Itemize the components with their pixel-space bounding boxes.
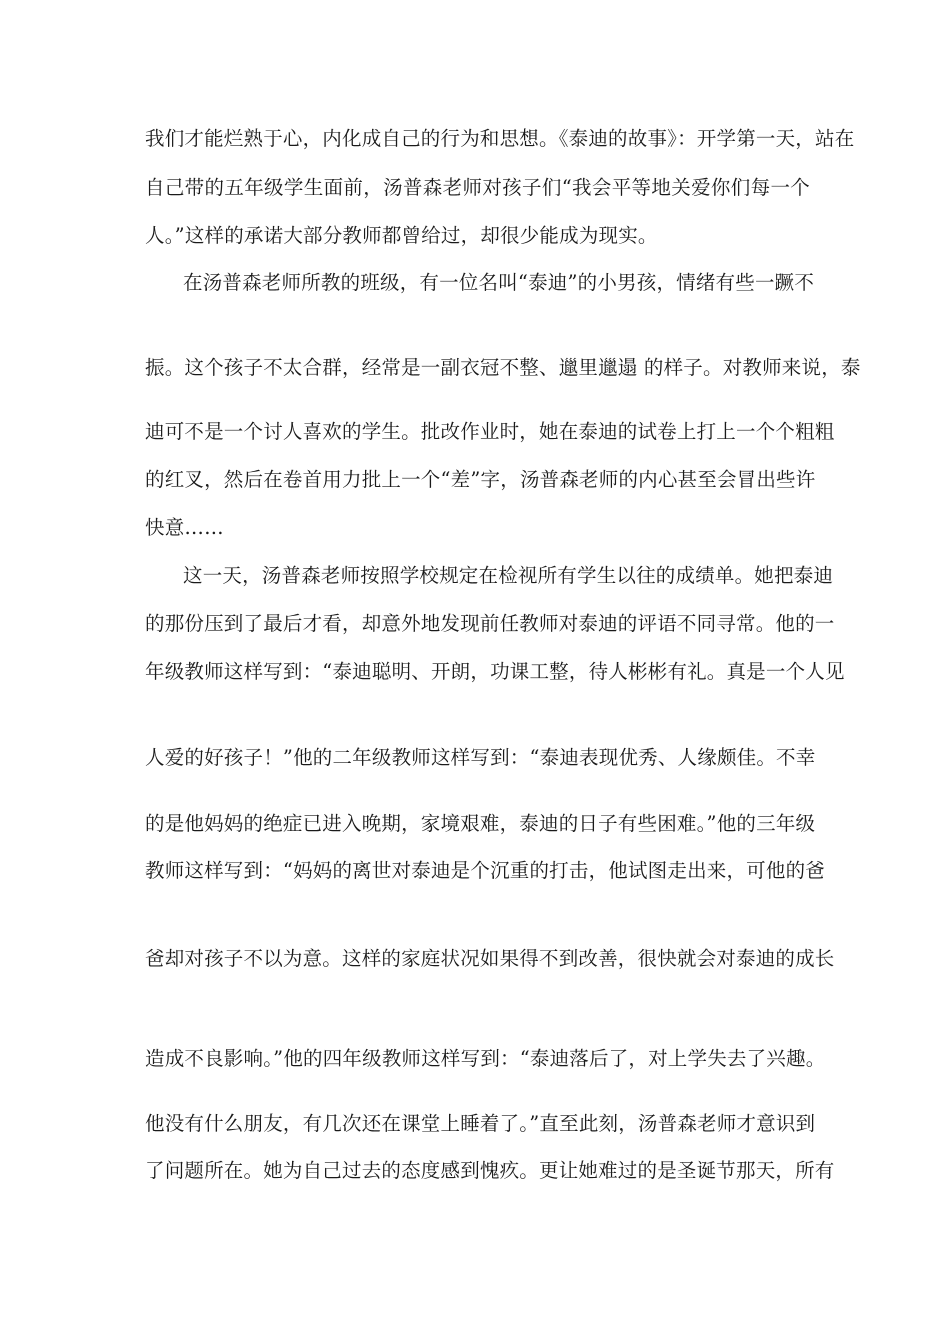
paragraph-start-line: 这一天，汤普森老师按照学校规定在检视所有学生以往的成绩单。她把泰迪 — [183, 564, 834, 587]
text-line: 人爱的好孩子！”他的二年级教师这样写到：“泰迪表现优秀、人缘颇佳。不幸 — [145, 746, 816, 769]
text-line: 人。”这样的承诺大部分教师都曾给过，却很少能成为现实。 — [145, 224, 658, 247]
text-line: 的红叉，然后在卷首用力批上一个“差”字，汤普森老师的内心甚至会冒出些许 — [145, 468, 816, 491]
text-line: 造成不良影响。”他的四年级教师这样写到：“泰迪落后了，对上学失去了兴趣。 — [145, 1047, 826, 1070]
text-line: 他没有什么朋友，有几次还在课堂上睡着了。”直至此刻，汤普森老师才意识到 — [145, 1112, 816, 1135]
text-line: 快意…… — [145, 516, 224, 539]
text-line: 教师这样写到：“妈妈的离世对泰迪是个沉重的打击，他试图走出来，可他的爸 — [145, 859, 825, 882]
text-line: 我们才能烂熟于心，内化成自己的行为和思想。《泰迪的故事》：开学第一天，站在 — [145, 127, 855, 150]
text-line: 的那份压到了最后才看，却意外地发现前任教师对泰迪的评语不同寻常。他的一 — [145, 612, 835, 635]
text-line: 迪可不是一个讨人喜欢的学生。批改作业时，她在泰迪的试卷上打上一个个粗粗 — [145, 420, 835, 443]
text-line: 年级教师这样写到：“泰迪聪明、开朗，功课工整，待人彬彬有礼。真是一个人见 — [145, 660, 845, 683]
text-line: 的是他妈妈的绝症已进入晚期，家境艰难，泰迪的日子有些困难。”他的三年级 — [145, 812, 816, 835]
text-line: 爸却对孩子不以为意。这样的家庭状况如果得不到改善，很快就会对泰迪的成长 — [145, 947, 835, 970]
text-line: 自己带的五年级学生面前，汤普森老师对孩子们“我会平等地关爱你们每一个 — [145, 176, 810, 199]
text-line: 振。这个孩子不太合群，经常是一副衣冠不整、邋里邋遢 的样子。对教师来说，泰 — [145, 356, 861, 379]
text-line: 了问题所在。她为自己过去的态度感到愧疚。更让她难过的是圣诞节那天，所有 — [145, 1159, 835, 1182]
paragraph-start-line: 在汤普森老师所教的班级，有一位名叫“泰迪”的小男孩，情绪有些一蹶不 — [183, 271, 815, 294]
